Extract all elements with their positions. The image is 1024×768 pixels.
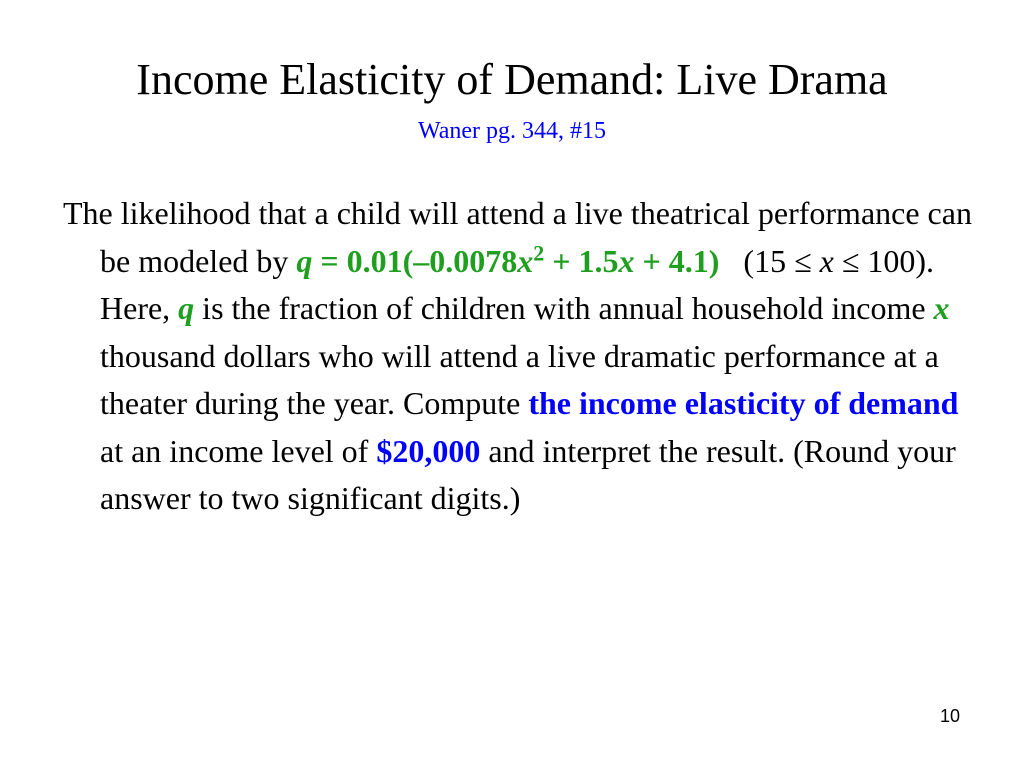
slide-title: Income Elasticity of Demand: Live Drama xyxy=(136,55,888,104)
variable-x: x xyxy=(618,242,635,279)
text-segment: ≤ 100). Here, xyxy=(100,242,935,326)
formula-segment: + 4.1) xyxy=(634,242,720,279)
highlight-income-level: $20,000 xyxy=(376,432,481,469)
problem-text xyxy=(63,190,980,523)
page-number: 10 xyxy=(939,706,960,726)
variable-x: x xyxy=(819,242,834,279)
text-segment: thousand dollars who will attend a live dramatic performance at a theater during the year. Compute xyxy=(100,337,939,421)
highlight-income-elasticity: the income elasticity of demand xyxy=(528,385,959,421)
variable-q: q xyxy=(178,290,195,326)
text-segment: and interpret the result. (Round your answer to two significant digits.) xyxy=(100,432,956,516)
text-segment: (15 ≤ xyxy=(719,242,820,279)
formula-segment: = 0.01(–0.0078 xyxy=(312,242,518,279)
formula-segment: + 1.5 xyxy=(544,242,619,279)
slide-subtitle: Waner pg. 344, #15 xyxy=(417,118,607,144)
text-segment: The likelihood that a child will attend a live theatrical performance can be modeled by xyxy=(63,195,972,279)
variable-x: x xyxy=(517,242,534,279)
variable-x: x xyxy=(933,290,950,326)
text-segment: at an income level of xyxy=(100,432,377,469)
text-segment: is the fraction of children with annual household income xyxy=(194,290,934,326)
variable-q: q xyxy=(296,242,313,279)
formula-exponent: 2 xyxy=(533,239,545,265)
